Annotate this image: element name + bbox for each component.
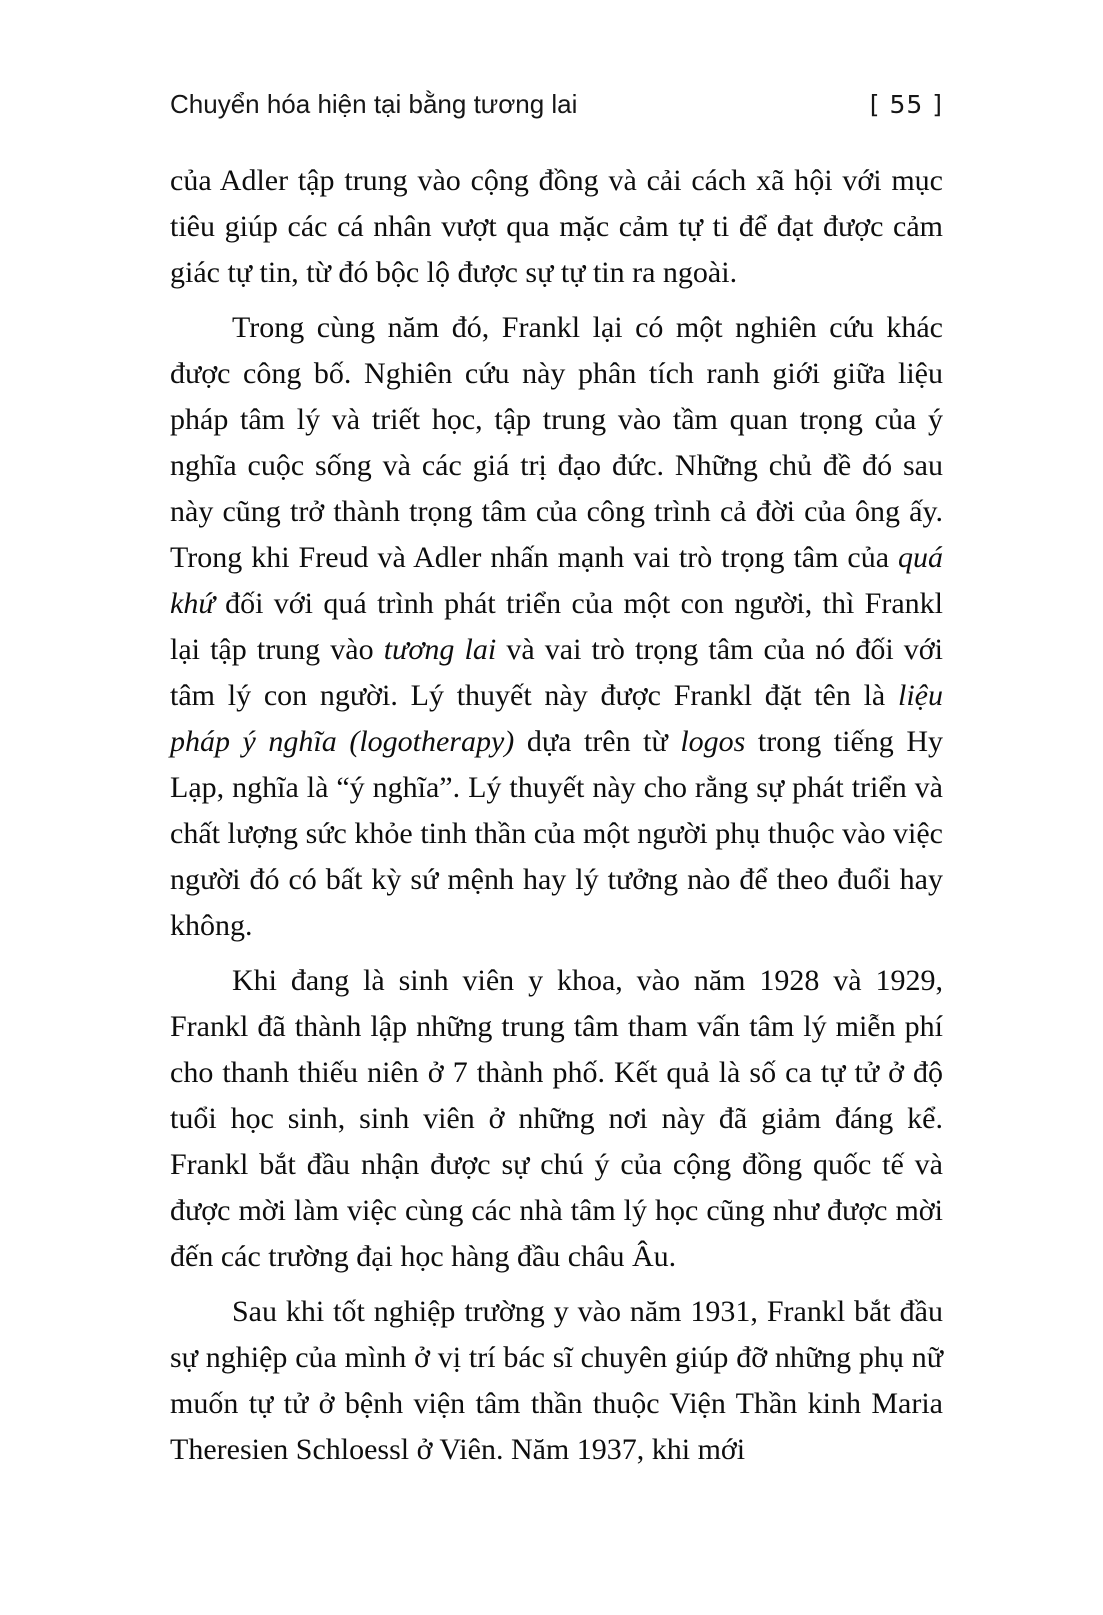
text-run: trong tiếng Hy Lạp, nghĩa là “ý nghĩa”. Lý thuyết này cho rằng sự phát triển và chất lượng sức khỏe tinh thần của một người phụ thuộc vào việc người đó có bất kỳ sứ mệnh hay lý tưởng nào để theo đuổi hay không.: [170, 725, 943, 942]
italic-text-run: logos: [680, 725, 746, 758]
text-run: của Adler tập trung vào cộng đồng và cải cách xã hội với mục tiêu giúp các cá nhân vượt qua mặc cảm tự ti để đạt được cảm giác tự tin, từ đó bộc lộ được sự tự tin ra ngoài.: [170, 164, 943, 289]
text-run: Trong cùng năm đó, Frankl lại có một nghiên cứu khác được công bố. Nghiên cứu này phân tích ranh giới giữa liệu pháp tâm lý và triết học, tập trung vào tầm quan trọng của ý nghĩa cuộc sống và các giá trị đạo đức. Những chủ đề đó sau này cũng trở thành trọng tâm của công trình cả đời của ông ấy. Trong khi Freud và Adler nhấn mạnh vai trò trọng tâm của: [170, 311, 943, 574]
text-run: dựa trên từ: [514, 725, 681, 758]
chapter-title: Chuyển hóa hiện tại bằng tương lai: [170, 89, 578, 119]
text-run: Sau khi tốt nghiệp trường y vào năm 1931, Frankl bắt đầu sự nghiệp của mình ở vị trí bác sĩ chuyên giúp đỡ những phụ nữ muốn tự tử ở bệnh viện tâm thần thuộc Viện Thần kinh Maria Theresien Schloessl ở Viên. Năm 1937, khi mới: [170, 1295, 943, 1466]
body-paragraph: [170, 1289, 943, 1473]
body-paragraph: [170, 158, 943, 296]
page-number: [ 55 ]: [869, 90, 943, 119]
italic-text-run: quá khứ: [170, 541, 943, 620]
body-text: [170, 158, 943, 1482]
text-run: đối với quá trình phát triển của một con người, thì Frankl lại tập trung vào: [170, 587, 943, 666]
text-run: và vai trò trọng tâm của nó đối với tâm lý con người. Lý thuyết này được Frankl đặt tên là: [170, 633, 943, 712]
text-run: Khi đang là sinh viên y khoa, vào năm 1928 và 1929, Frankl đã thành lập những trung tâm tham vấn tâm lý miễn phí cho thanh thiếu niên ở 7 thành phố. Kết quả là số ca tự tử ở độ tuổi học sinh, sinh viên ở những nơi này đã giảm đáng kể. Frankl bắt đầu nhận được sự chú ý của cộng đồng quốc tế và được mời làm việc cùng các nhà tâm lý học cũng như được mời đến các trường đại học hàng đầu châu Âu.: [170, 964, 943, 1273]
italic-text-run: tương lai: [383, 633, 497, 666]
italic-text-run: liệu pháp ý nghĩa (logotherapy): [170, 679, 943, 758]
body-paragraph: [170, 305, 943, 949]
running-header: [170, 88, 943, 121]
body-paragraph: [170, 958, 943, 1280]
